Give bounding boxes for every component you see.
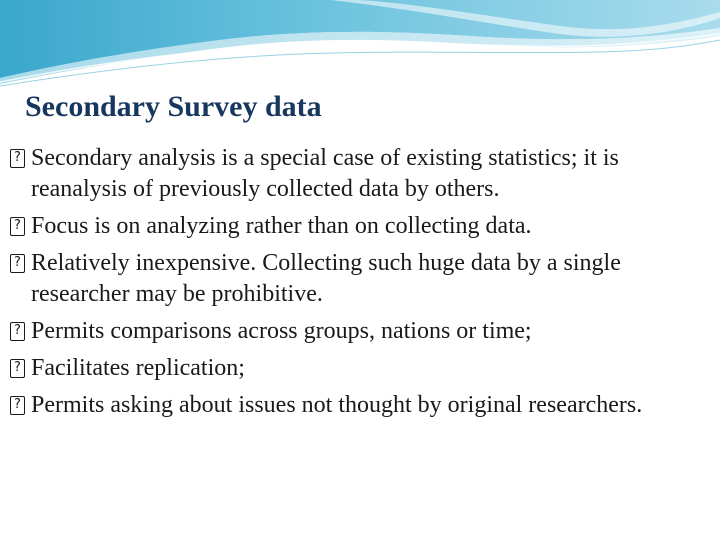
missing-glyph-box-icon: ? xyxy=(10,254,25,273)
bullet-item xyxy=(10,353,718,384)
bullet-list xyxy=(10,143,718,427)
bullet-text: Focus is on analyzing rather than on collecting data. xyxy=(31,213,532,239)
missing-glyph-box-icon: ? xyxy=(10,359,25,378)
missing-glyph-box-icon: ? xyxy=(10,396,25,415)
missing-glyph-box-icon: ? xyxy=(10,322,25,341)
bullet-text: Permits comparisons across groups, nations or time; xyxy=(31,318,532,344)
bullet-item xyxy=(10,248,718,310)
bullet-item xyxy=(10,211,718,242)
missing-glyph-box-icon: ? xyxy=(10,149,25,168)
slide-title: Secondary Survey data xyxy=(25,90,322,123)
bullet-text: Secondary analysis is a special case of existing statistics; it is reanalysis of previously collected data by others. xyxy=(31,145,619,202)
header-wave-decoration xyxy=(0,0,720,90)
bullet-text: Relatively inexpensive. Collecting such huge data by a single researcher may be prohibitive. xyxy=(31,250,621,307)
missing-glyph-box-icon: ? xyxy=(10,217,25,236)
bullet-item xyxy=(10,143,718,205)
bullet-text: Facilitates replication; xyxy=(31,355,245,381)
bullet-item xyxy=(10,316,718,347)
bullet-item xyxy=(10,390,718,421)
bullet-text: Permits asking about issues not thought by original researchers. xyxy=(31,392,643,418)
